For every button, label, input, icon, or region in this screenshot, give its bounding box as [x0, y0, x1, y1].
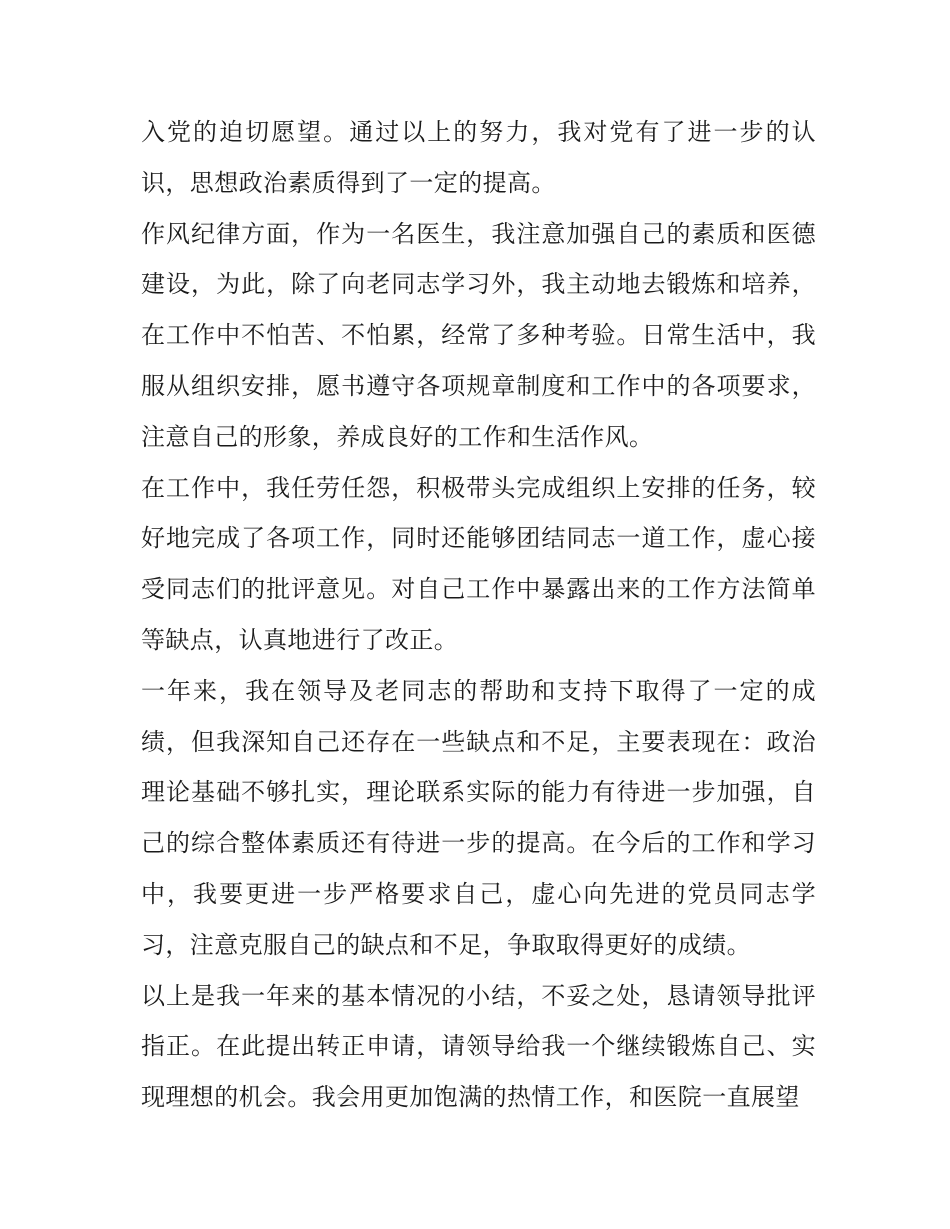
paragraph-4: 一年来，我在领导及老同志的帮助和支持下取得了一定的成绩，但我深知自己还存在一些缺点和不足，主要表现在：政治理论基础不够扎实，理论联系实际的能力有待进一步加强，自己的综合整体素质还有待进一步的提高。在今后的工作和学习中，我要更进一步严格要求自己，虚心向先进的党员同志学习，注意克服自己的缺点和不足，争取取得更好的成绩。: [141, 676, 816, 959]
paragraph-5: 以上是我一年来的基本情况的小结，不妥之处，恳请领导批评指正。在此提出转正申请，请领导给我一个继续锻炼自己、实现理想的机会。我会用更加饱满的热情工作，和医院一直展望: [141, 981, 816, 1112]
paragraph-3: 在工作中，我任劳任怨，积极带头完成组织上安排的任务，较好地完成了各项工作，同时还能够团结同志一道工作，虚心接受同志们的批评意见。对自己工作中暴露出来的工作方法简单等缺点，认真地进行了改正。: [141, 473, 816, 654]
document-body: [141, 107, 816, 1123]
paragraph-1: 入党的迫切愿望。通过以上的努力，我对党有了进一步的认识，思想政治素质得到了一定的提高。: [141, 118, 816, 197]
paragraph-2: 作风纪律方面，作为一名医生，我注意加强自己的素质和医德建设，为此，除了向老同志学习外，我主动地去锻炼和培养，在工作中不怕苦、不怕累，经常了多种考验。日常生活中，我服从组织安排，愿书遵守各项规章制度和工作中的各项要求，注意自己的形象，养成良好的工作和生活作风。: [141, 219, 816, 451]
